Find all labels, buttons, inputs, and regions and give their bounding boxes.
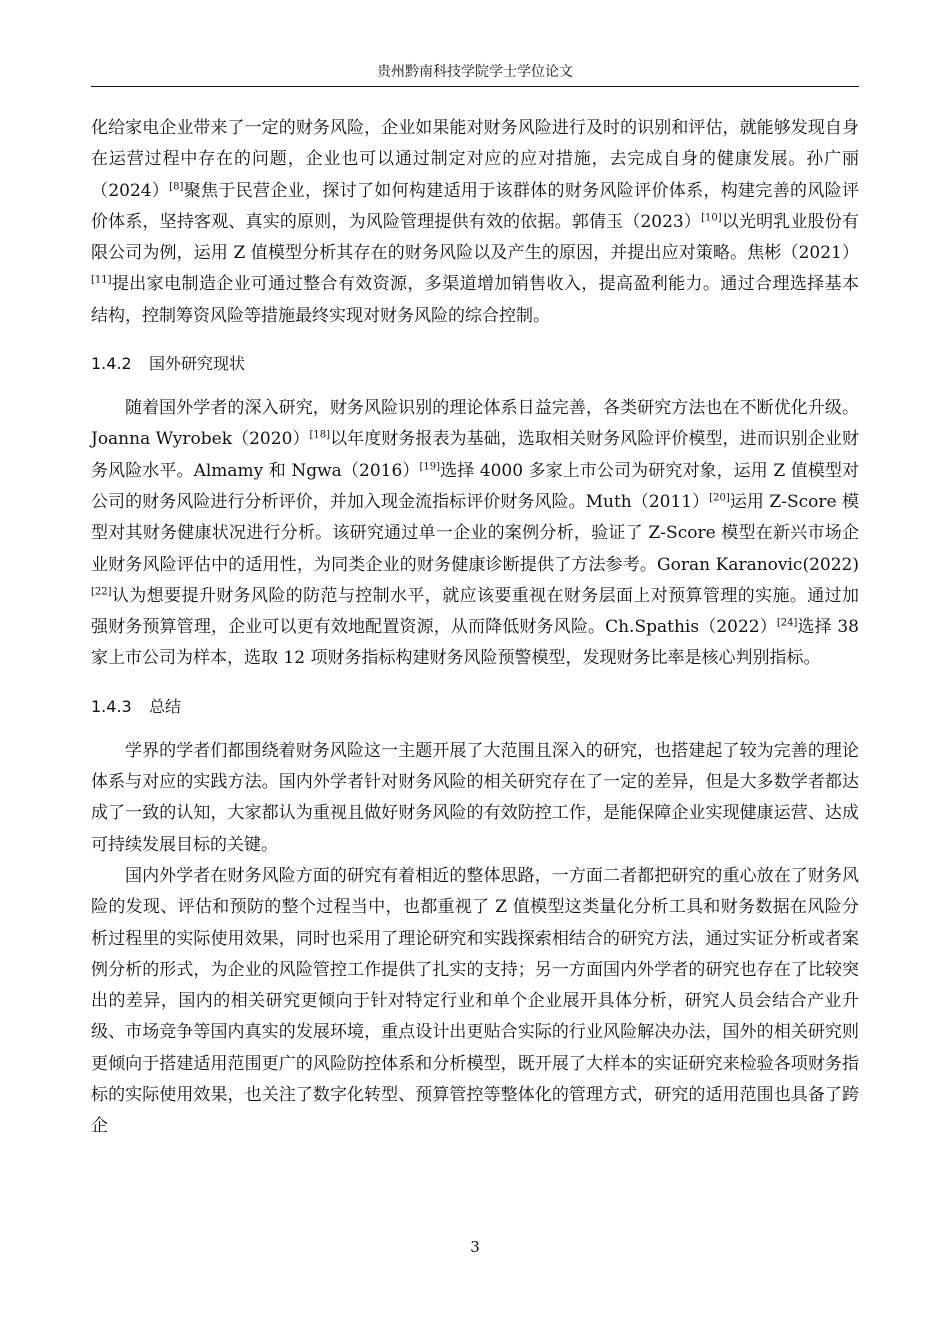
text-run: 选择 38 家上市公司为样本，选取 12 项财务指标构建财务风险预警模型，发现财务比率是核心判别指标。 [91,617,859,669]
citation-18: [18] [309,429,331,441]
header-rule [91,86,859,87]
citation-11: [11] [91,274,112,286]
text-run: 提出家电制造企业可通过整合有效资源，多渠道增加销售收入，提高盈利能力。通过合理选择基本结构，控制筹资风险等措施最终实现对财务风险的综合控制。 [91,274,859,326]
page-body [91,113,859,1143]
section-number: 1.4.3 [91,696,132,716]
text-run: 化给家电企业带来了一定的财务风险，企业如果能对财务风险进行及时的识别和评估，就能够发现自身在运营过程中存在的问题，企业也可以通过制定对应的应对措施，去完成自身的健康发展。孙广丽（2024） [91,118,859,201]
citation-10: [10] [701,212,722,224]
paragraph-domestic-research [91,113,859,332]
section-number: 1.4.2 [91,354,132,374]
page-number: 3 [470,1238,480,1256]
running-header: 贵州黔南科技学院学士学位论文 [377,64,573,80]
section-heading-1-4-3 [91,693,859,721]
citation-20: [20] [709,492,730,504]
section-heading-1-4-2 [91,350,859,378]
text-run: 以光明乳业股份有限公司为例，运用 Z 值模型分析其存在的财务风险以及产生的原因，并提出应对策略。焦彬（2021） [91,211,859,264]
text-run: 随着国外学者的深入研究，财务风险识别的理论体系日益完善，各类研究方法也在不断优化升级。Joanna Wyrobek（2020） [91,398,859,450]
text-run: 运用 Z-Score 模型对其财务健康状况进行分析。该研究通过单一企业的案例分析，验证了 Z-Score 模型在新兴市场企业财务风险评估中的适用性，为同类企业的财务健康诊断提供了方法参考。Goran Karanovic(2022) [91,491,859,575]
text-run: 选择 4000 多家上市公司为研究对象，运用 Z 值模型对公司的财务风险进行分析评价，并加入现金流指标评价财务风险。Muth（2011） [91,460,859,512]
citation-22: [22] [91,586,112,598]
citation-8: [8] [169,180,184,192]
paragraph-summary-2: 国内外学者在财务风险方面的研究有着相近的整体思路，一方面二者都把研究的重心放在了财务风险的发现、评估和预防的整个过程当中，也都重视了 Z 值模型这类量化分析工具和财务数据在风险分析过程里的实际使用效果，同时也采用了理论研究和实践探索相结合的研究方法，通过实证分析或者案例分析的形式，为企业的风险管控工作提供了扎实的支持；另一方面国内外学者的研究也存在了比较突出的差异，国内的相关研究更倾向于针对特定行业和单个企业展开具体分析，研究人员会结合产业升级、市场竞争等国内真实的发展环境，重点设计出更贴合实际的行业风险解决办法，国外的相关研究则更倾向于搭建适用范围更广的风险防控体系和分析模型，既开展了大样本的实证研究来检验各项财务指标的实际使用效果，也关注了数字化转型、预算管控等整体化的管理方式，研究的适用范围也具备了跨企 [91,865,859,1137]
citation-24: [24] [776,617,798,629]
text-run: 认为想要提升财务风险的防范与控制水平，就应该要重视在财务层面上对预算管理的实施。通过加强财务预算管理，企业可以更有效地配置资源，从而降低财务风险。Ch.Spathis（2022） [91,585,859,638]
paragraph-summary-1: 学界的学者们都围绕着财务风险这一主题开展了大范围且深入的研究，也搭建起了较为完善的理论体系与对应的实践方法。国内外学者针对财务风险的相关研究存在了一定的差异，但是大多数学者都达成了一致的认知，大家都认为重视且做好财务风险的有效防控工作，是能保障企业实现健康运营、达成可持续发展目标的关键。 [91,740,859,855]
paragraph-foreign-research [91,393,859,675]
text-run: 以年度财务报表为基础，选取相关财务风险评价模型，进而识别企业财务风险水平。Almamy 和 Ngwa（2016） [91,429,859,481]
section-title: 总结 [149,696,182,716]
text-run: 聚焦于民营企业，探讨了如何构建适用于该群体的财务风险评价体系，构建完善的风险评价体系，坚持客观、真实的原则，为风险管理提供有效的依据。郭倩玉（2023） [91,180,859,232]
section-title: 国外研究现状 [149,354,246,374]
citation-19: [19] [419,461,440,473]
